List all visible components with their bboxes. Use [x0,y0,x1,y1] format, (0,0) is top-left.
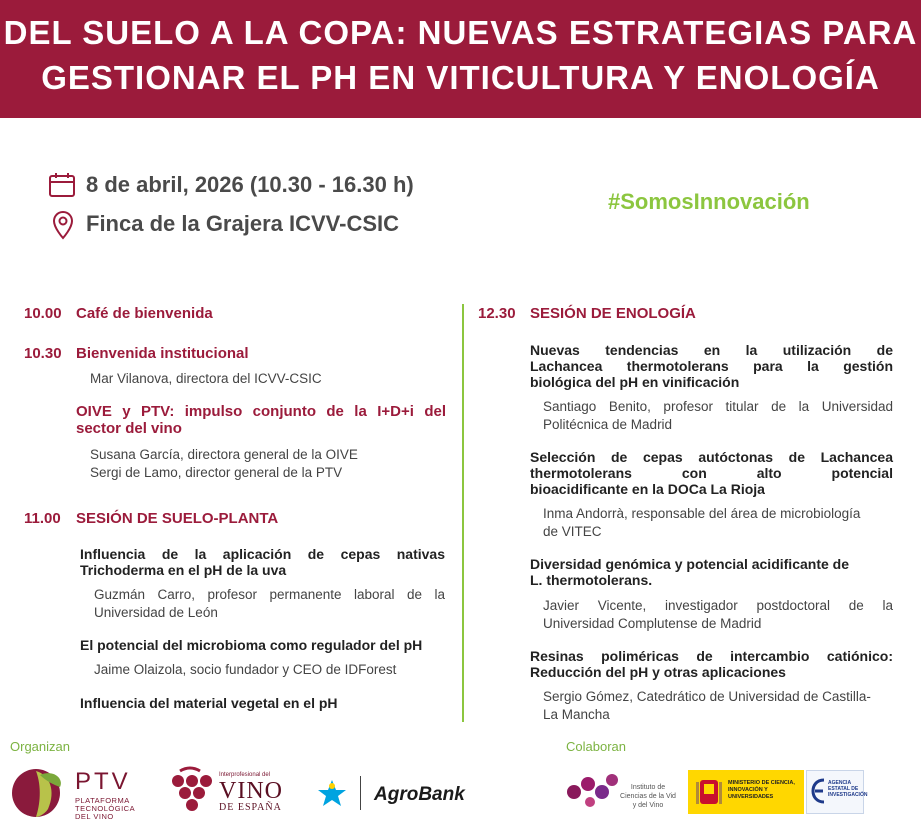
speaker [94,586,445,622]
ptv-logo-text: PTV [75,768,131,795]
title-line: sector del vino [76,420,182,437]
title-line: Diversidad genómica y potencial acidificante de [530,556,849,572]
aei-logo-icon [810,776,828,806]
speaker-line: de VITEC [543,524,602,539]
coat-of-arms-icon [694,774,724,810]
ptv-logo-sub: PLATAFORMA [75,796,130,805]
title-line: Trichoderma en el pH de la uva [80,562,287,578]
title-line: Influencia de la aplicación de cepas nativas [80,546,445,562]
caixabank-star-icon [312,776,352,810]
title-line: Nuevas tendencias en la utilización de [530,342,893,358]
speaker: Mar Vilanova, directora del ICVV-CSIC [90,371,322,386]
time-11-00: 11.00 [24,510,61,527]
title-line: biológica del pH en vinificación [530,374,740,390]
event-location: Finca de la Grajera ICVV-CSIC [86,211,400,236]
calendar-icon [48,172,76,198]
colaboran-label: Colaboran [566,739,626,754]
icvv-logo-icon [566,770,620,810]
organizan-label: Organizan [10,739,70,754]
title-line-2: GESTIONAR EL PH EN VITICULTURA Y ENOLOGÍA [41,59,880,96]
session-title: SESIÓN DE SUELO-PLANTA [76,510,279,527]
map-pin-icon [52,210,74,240]
time-10-00: 10.00 [24,305,62,322]
speaker-line: Universidad de León [94,605,218,620]
icvv-logo-text: Instituto de Ciencias de la Vid y del Vino [620,784,676,809]
speaker-line: Javier Vicente, investigador postdoctoral de la [543,598,893,613]
title-line-1: DEL SUELO A LA COPA: NUEVAS ESTRATEGIAS PARA [3,14,918,51]
title-line: Resinas poliméricas de intercambio catiónico: [530,648,893,664]
title-line: OIVE y PTV: impulso conjunto de la I+D+i del [76,403,446,420]
event-date: 8 de abril, 2026 (10.30 - 16.30 h) [86,172,414,197]
title-banner [0,0,921,118]
speaker-line: Politécnica de Madrid [543,417,673,432]
speaker-line: Susana García, directora general de la OIVE [90,447,358,462]
speaker [543,597,893,633]
vino-logo-text: VINO [219,778,283,804]
speaker-line: Santiago Benito, profesor titular de la Universidad [543,399,893,414]
speaker [543,688,893,724]
agenda-item-title [76,403,446,437]
speaker-line: Guzmán Carro, profesor permanente laboral de la [94,587,445,602]
talk-title [530,449,893,497]
talk-title: Influencia del material vegetal en el pH [80,695,338,711]
logo-separator [360,776,361,810]
speaker: Jaime Olaizola, socio fundador y CEO de IDForest [94,662,397,677]
title-line: Selección de cepas autóctonas de Lachancea [530,449,893,465]
speaker [90,446,445,482]
title-line: bioacidificante en la DOCa La Rioja [530,481,765,497]
time-12-30: 12.30 [478,305,516,322]
aei-logo-text: AGENCIA ESTATAL DE INVESTIGACIÓN [828,780,868,798]
ptv-logo-icon [10,765,66,821]
session-title: SESIÓN DE ENOLOGÍA [530,305,696,322]
hashtag: #SomosInnovación [608,189,810,214]
agenda-item-title: Bienvenida institucional [76,345,249,362]
title-line: Reducción del pH y otras aplicaciones [530,664,786,680]
ptv-logo-sub: DEL VINO [75,812,114,821]
ministerio-logo-text: MINISTERIO DE CIENCIA, INNOVACIÓN Y UNIVERSIDADES [728,780,795,800]
talk-title [80,546,445,578]
speaker-line: Universidad Complutense de Madrid [543,616,762,631]
title-line: L. thermotolerans. [530,572,653,588]
agrobank-logo-text: AgroBank [374,784,465,805]
talk-title [530,556,893,588]
vino-logo-sub: DE ESPAÑA [219,802,282,813]
talk-title [530,648,893,680]
ptv-logo-sub: TECNOLÓGICA [75,804,136,813]
column-divider [462,304,464,722]
talk-title [530,342,893,390]
speaker-line: Sergi de Lamo, director general de la PTV [90,465,343,480]
time-10-30: 10.30 [24,345,62,362]
talk-title: El potencial del microbioma como regulador del pH [80,637,423,653]
vino-logo-small: Interprofesional del [219,772,271,778]
speaker-line: Sergio Gómez, Catedrático de Universidad de Castilla- [543,689,871,704]
grape-logo-icon [170,765,216,817]
speaker [543,398,893,434]
agenda-item-title: Café de bienvenida [76,305,213,322]
speaker [543,505,893,541]
title-line: thermotolerans con alto potencial [530,465,893,481]
speaker-line: Inma Andorrà, responsable del área de microbiología [543,506,861,521]
speaker-line: La Mancha [543,707,610,722]
title-line: Lachancea thermotolerans para la gestión [530,358,893,374]
